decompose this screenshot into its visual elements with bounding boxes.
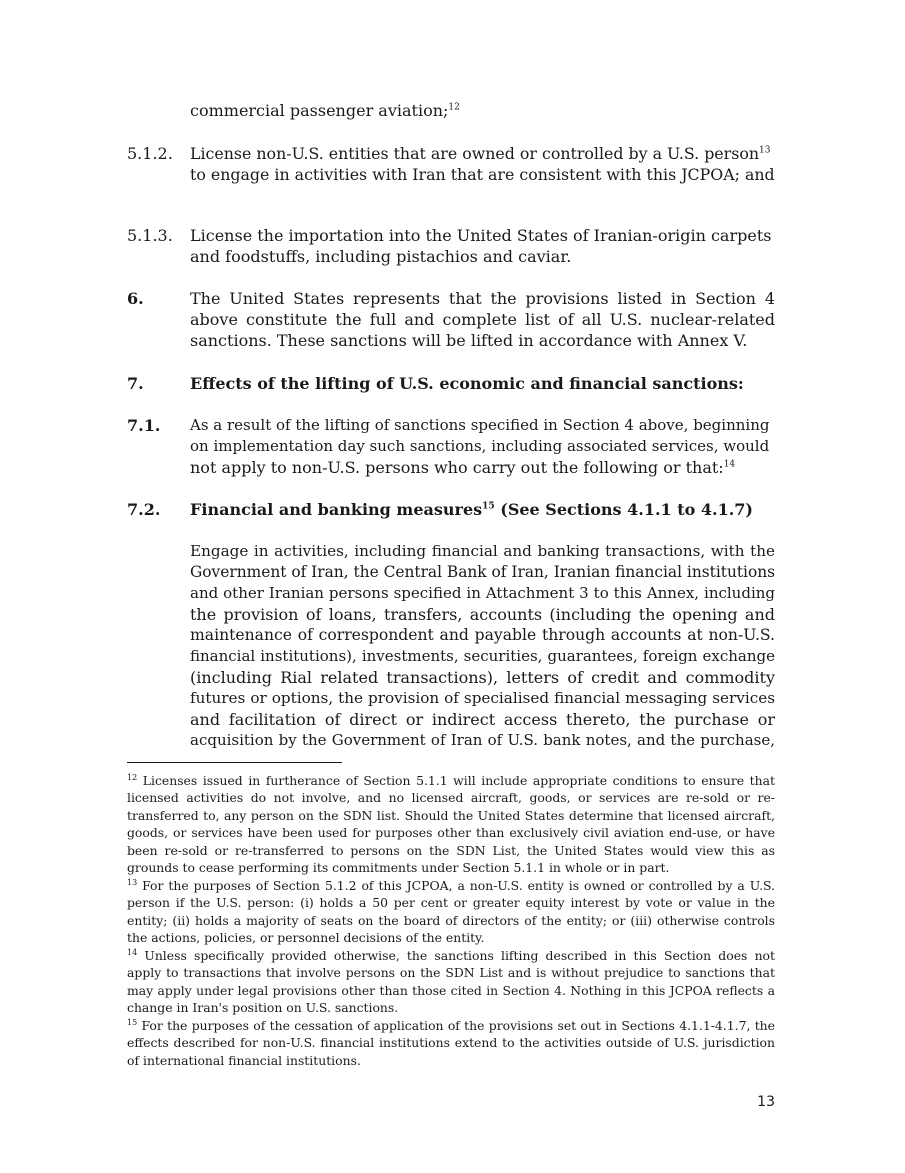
footnote-ref-12[interactable]: 12 xyxy=(448,102,460,113)
footnote-ref-15[interactable]: 15 xyxy=(482,501,495,512)
item-number-5-1-3: 5.1.3. xyxy=(127,226,173,245)
footnote-13-line: entity; (ii) holds a majority of seats on the board of directors of the entity; or (iii) otherwise controls xyxy=(127,913,775,928)
continuation-line xyxy=(190,100,775,121)
footnote-separator xyxy=(127,762,342,763)
body-line: maintenance of correspondent and payable through accounts at non-U.S. xyxy=(190,626,775,644)
item-6-line: sanctions. These sanctions will be lifted in accordance with Annex V. xyxy=(190,331,748,350)
item-text: not apply to non-U.S. persons who carry out the following or that: xyxy=(190,458,724,477)
item-number-5-1-2: 5.1.2. xyxy=(127,144,173,163)
continuation-text: commercial passenger aviation; xyxy=(190,101,449,120)
body-line: financial institutions), investments, securities, guarantees, foreign exchange xyxy=(190,647,775,665)
footnote-14-line xyxy=(127,947,775,964)
footnote-12-line xyxy=(127,772,775,789)
footnote-mark-12: 12 xyxy=(127,772,138,782)
body-line: the provision of loans, transfers, accounts (including the opening and xyxy=(190,605,775,624)
footnote-14-line: may apply under legal provisions other than those cited in Section 4. Nothing in this JCPOA reflects a xyxy=(127,983,775,998)
footnote-13-line: person if the U.S. person: (i) holds a 50 per cent or greater equity interest by vote or value in the xyxy=(127,895,775,910)
item-6-line: The United States represents that the provisions listed in Section 4 xyxy=(190,289,775,308)
footnote-12-line: transferred to, any person on the SDN list. Should the United States determine that licensed aircraft, xyxy=(127,808,775,823)
section-heading-7-2 xyxy=(190,499,775,520)
body-line: acquisition by the Government of Iran of U.S. bank notes, and the purchase, xyxy=(190,731,775,749)
item-7-1-line xyxy=(190,457,775,478)
footnote-15-line: of international financial institutions. xyxy=(127,1053,361,1068)
footnote-13-line xyxy=(127,877,775,894)
body-line: Engage in activities, including financial and banking transactions, with the xyxy=(190,542,775,560)
footnote-12-line: grounds to cease performing its commitments under Section 5.1.1 in whole or in part. xyxy=(127,860,670,875)
body-line: and facilitation of direct or indirect access thereto, the purchase or xyxy=(190,710,775,729)
footnote-text: For the purposes of the cessation of application of the provisions set out in Sections 4.1.1-4.1.7, the xyxy=(137,1018,775,1033)
body-line: and other Iranian persons specified in Attachment 3 to this Annex, including xyxy=(190,584,775,602)
body-line: futures or options, the provision of specialised financial messaging services xyxy=(190,689,775,707)
footnote-12-line: licensed activities do not involve, and no licensed aircraft, goods, or services are re-sold or re- xyxy=(127,790,775,805)
footnote-15-line xyxy=(127,1017,775,1034)
body-line: Government of Iran, the Central Bank of Iran, Iranian financial institutions xyxy=(190,563,776,581)
item-text: License non-U.S. entities that are owned or controlled by a U.S. person xyxy=(190,144,760,163)
heading-text: (See Sections 4.1.1 to 4.1.7) xyxy=(494,500,753,519)
footnote-12-line: goods, or services have been used for purposes other than exclusively civil aviation end-use, or have xyxy=(127,825,775,840)
item-number-7-2: 7.2. xyxy=(127,500,161,519)
footnote-15-line: effects described for non-U.S. financial institutions extend to the activities outside of U.S. jurisdiction xyxy=(127,1035,775,1050)
item-5-1-2-line: to engage in activities with Iran that are consistent with this JCPOA; and xyxy=(190,165,775,184)
footnote-14-line: apply to transactions that involve persons on the SDN List and is without prejudice to sanctions that xyxy=(127,965,775,980)
item-5-1-3-line: and foodstuffs, including pistachios and caviar. xyxy=(190,247,572,266)
footnote-14-line: change in Iran's position on U.S. sanctions. xyxy=(127,1000,399,1015)
footnote-ref-14[interactable]: 14 xyxy=(723,459,736,470)
page-number: 13 xyxy=(757,1094,775,1110)
footnote-text: For the purposes of Section 5.1.2 of this JCPOA, a non-U.S. entity is owned or controlled by a U.S. xyxy=(137,878,775,893)
footnote-text: Unless specifically provided otherwise, the sanctions lifting described in this Section does not xyxy=(137,948,775,963)
item-number-7: 7. xyxy=(127,374,144,393)
footnote-mark-14: 14 xyxy=(127,947,138,957)
footnote-mark-15: 15 xyxy=(127,1017,138,1027)
footnote-13-line: the actions, policies, or personnel decisions of the entity. xyxy=(127,930,485,945)
item-6-line: above constitute the full and complete list of all U.S. nuclear-related xyxy=(190,310,775,329)
footnote-text: Licenses issued in furtherance of Section 5.1.1 will include appropriate conditions to ensure that xyxy=(137,773,775,788)
footnote-12-line: been re-sold or re-transferred to persons on the SDN List, the United States would view this as xyxy=(127,843,775,858)
body-line: (including Rial related transactions), letters of credit and commodity xyxy=(190,668,775,687)
section-heading-7: Effects of the lifting of U.S. economic and financial sanctions: xyxy=(190,374,744,393)
footnote-ref-13[interactable]: 13 xyxy=(759,145,771,156)
item-7-1-line: As a result of the lifting of sanctions specified in Section 4 above, beginning xyxy=(190,416,770,434)
item-7-1-line: on implementation day such sanctions, including associated services, would xyxy=(190,437,770,455)
item-number-7-1: 7.1. xyxy=(127,416,161,435)
item-5-1-2-line xyxy=(190,143,775,164)
heading-text: Financial and banking measures xyxy=(190,500,483,519)
item-number-6: 6. xyxy=(127,289,144,308)
item-5-1-3-line: License the importation into the United States of Iranian-origin carpets xyxy=(190,226,772,245)
footnote-mark-13: 13 xyxy=(127,877,138,887)
